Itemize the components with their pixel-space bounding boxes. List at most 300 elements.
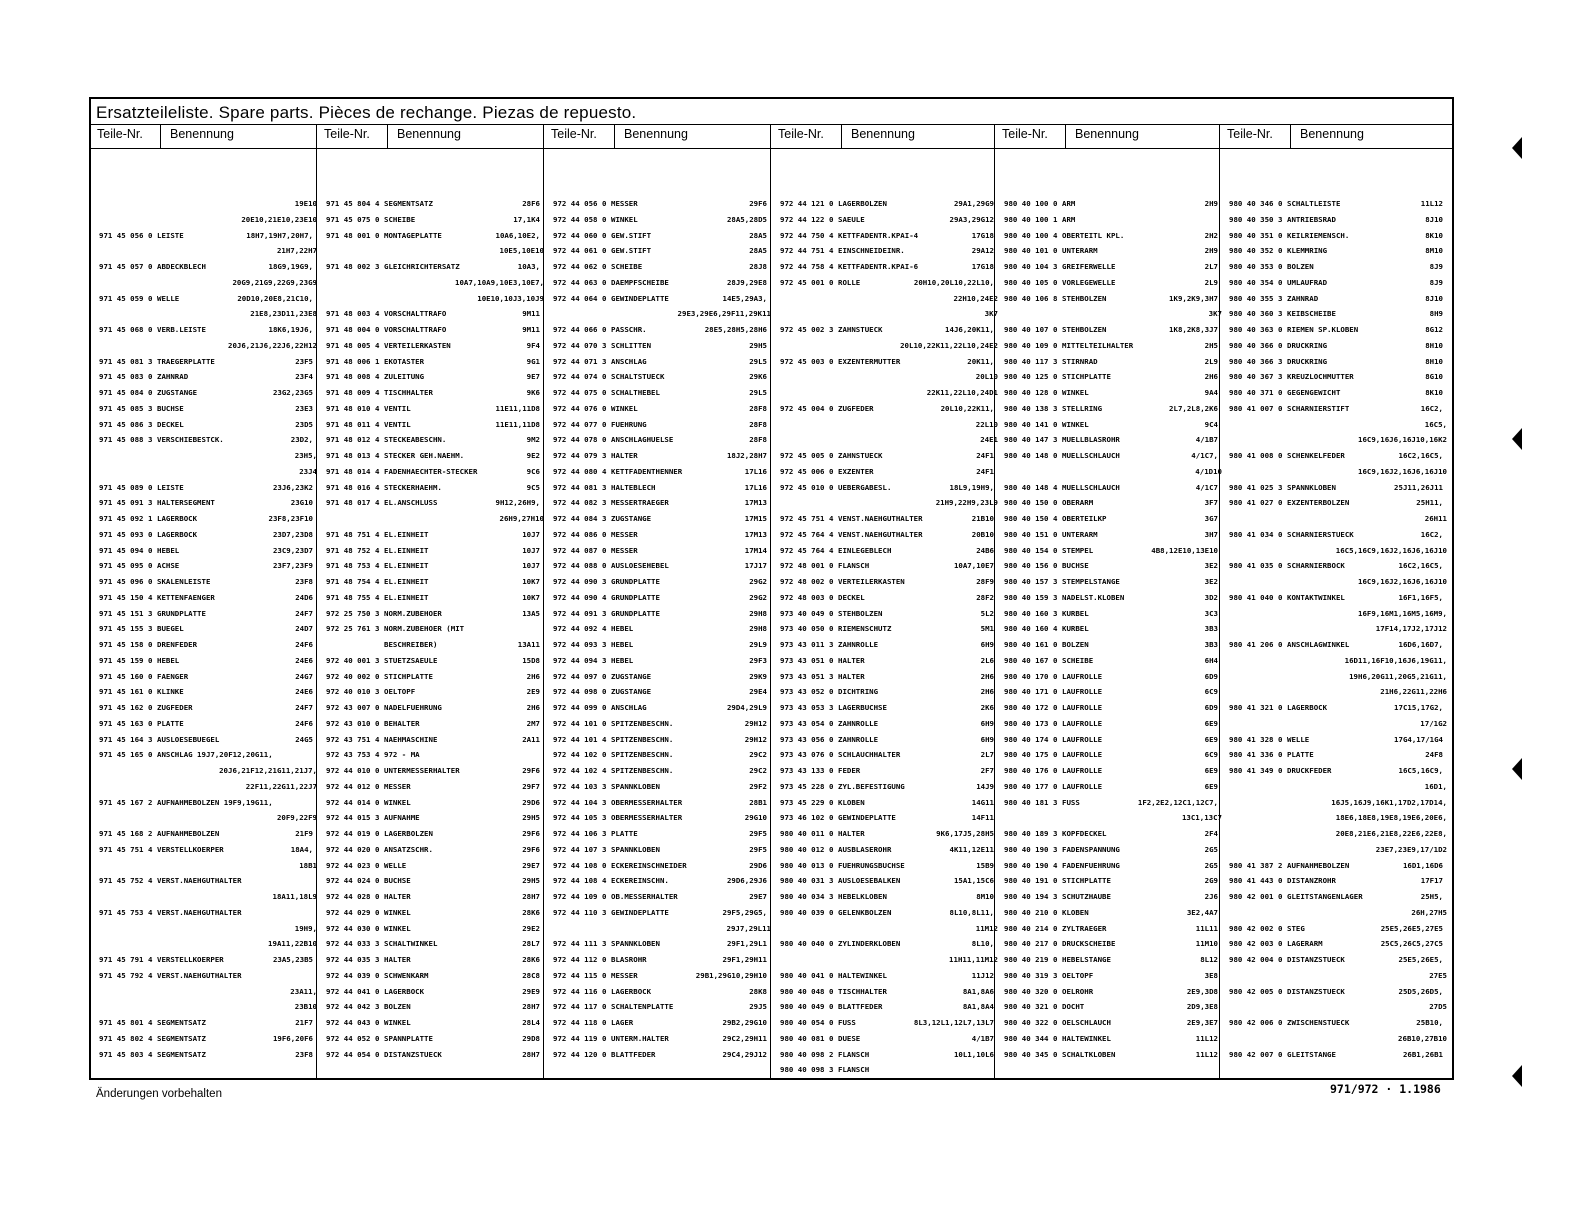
part-number: 971 45 801 4 — [99, 1018, 153, 1027]
part-name: HEBEL — [611, 655, 634, 665]
part-number: 972 44 102 4 — [553, 766, 607, 775]
part-name: ANSCHLAG — [611, 356, 647, 366]
part-name: GLEICHRICHTERSATZ — [384, 262, 460, 271]
part-number: 971 45 075 0 — [326, 214, 380, 224]
table-row — [1229, 952, 1443, 968]
table-row — [99, 999, 317, 1015]
table-row — [326, 243, 544, 259]
part-name: GEW.STIFT — [611, 230, 652, 240]
figure-reference: 29G2 — [749, 592, 767, 602]
part-number: 980 40 012 0 — [780, 844, 834, 854]
figure-reference: 17M13 — [744, 498, 767, 508]
part-number: 980 42 007 0 — [1229, 1049, 1283, 1059]
table-row — [326, 653, 540, 669]
part-name: SCHEIBE — [611, 262, 643, 271]
table-row — [1004, 558, 1218, 574]
parts-column — [780, 196, 998, 1078]
part-number: 972 44 087 0 — [553, 545, 607, 555]
table-row — [1004, 275, 1218, 291]
part-name: EL.EINHEIT — [384, 561, 429, 571]
table-row — [1229, 590, 1443, 606]
part-number: 972 25 750 3 — [326, 608, 380, 618]
header-part-no: Teile-Nr. — [97, 127, 143, 141]
figure-reference: 3E8 — [1204, 970, 1218, 980]
figure-reference: 15B9 — [976, 860, 994, 870]
table-row — [99, 842, 313, 858]
table-row — [553, 637, 767, 653]
part-number: 971 48 014 4 — [326, 466, 380, 476]
figure-reference: 21H9,22H9,23L9 — [935, 498, 998, 508]
part-name: GEWINDEPLATTE — [611, 907, 669, 917]
part-name: NADELFUEHRUNG — [384, 703, 442, 712]
part-name: MUELLBLASROHR — [1062, 435, 1120, 445]
table-row — [99, 417, 313, 433]
figure-reference: 2G9 — [1204, 876, 1218, 886]
figure-reference: 20D10,20E8,21C10, — [237, 293, 313, 303]
part-number: 972 44 043 0 — [326, 1018, 380, 1027]
table-row — [99, 984, 317, 1000]
figure-reference: 14J6,20K11, — [945, 325, 994, 334]
table-row — [326, 826, 540, 842]
binding-mark-icon — [1512, 428, 1522, 450]
part-name: KLOBEN — [1062, 907, 1089, 917]
figure-reference: 28J8 — [749, 262, 767, 271]
figure-reference: 3E2,4A7 — [1186, 907, 1218, 917]
part-number: 971 48 002 3 — [326, 262, 380, 271]
part-name: STECKER GEH.NAEHM. — [384, 451, 465, 460]
table-row — [1004, 574, 1218, 590]
table-row — [326, 322, 540, 338]
part-name: FADENFUEHRUNG — [1062, 860, 1120, 870]
table-row — [553, 385, 767, 401]
part-number: 972 44 079 3 — [553, 451, 607, 460]
part-name: VERSTELLKOERPER — [157, 844, 224, 854]
part-number: 971 45 086 3 — [99, 419, 153, 429]
part-number: 972 45 751 4 — [780, 514, 834, 523]
table-row — [1004, 795, 1218, 811]
table-row — [326, 936, 540, 952]
table-row — [1004, 952, 1218, 968]
part-name: DISTANZSTUECK — [1287, 955, 1345, 964]
part-name: STEMPEL — [1062, 545, 1094, 555]
figure-reference: 22H10,24E2 — [953, 293, 998, 303]
part-name: DISTANZSTUECK — [384, 1049, 442, 1059]
part-number: 972 44 105 3 — [553, 813, 607, 823]
part-name: DICHTRING — [838, 687, 879, 697]
part-number: 972 44 033 3 — [326, 939, 380, 949]
figure-reference: 8K10 — [1425, 230, 1443, 240]
figure-reference: 28E5,28H5,28H6 — [704, 325, 767, 334]
part-name: WELLE — [384, 860, 407, 870]
figure-reference: 13A5 — [522, 608, 540, 618]
table-row — [99, 873, 313, 889]
part-name: EL.EINHEIT — [384, 529, 429, 539]
part-name: EL.EINHEIT — [384, 577, 429, 586]
part-number: 980 40 117 3 — [1004, 356, 1058, 366]
header-name: Benennung — [170, 127, 234, 141]
table-row — [780, 700, 994, 716]
part-name: DOCHT — [1062, 1002, 1085, 1012]
part-name: ECKEREINSCHN. — [611, 876, 669, 886]
part-number: 972 44 086 0 — [553, 529, 607, 539]
part-number: 971 45 792 4 — [99, 970, 153, 980]
table-row — [780, 858, 994, 874]
part-name: STICHPLATTE — [1062, 372, 1111, 382]
part-name: KETTFADENTR.KPAI-6 — [838, 262, 919, 271]
part-number: 971 45 056 0 — [99, 230, 153, 240]
figure-reference: 10J7 — [522, 561, 540, 571]
part-number: 980 41 328 0 — [1229, 734, 1283, 744]
table-row — [1004, 464, 1222, 480]
table-row — [99, 606, 313, 622]
part-name: SCHLITTEN — [611, 340, 652, 350]
figure-reference: 17C15,17G2, — [1394, 703, 1443, 712]
part-number: 972 44 112 0 — [553, 955, 607, 964]
part-name: LAGERBOCK — [157, 514, 198, 523]
part-name: DRUCKRING — [1287, 340, 1328, 350]
part-name: AUSLOESEBALKEN — [838, 876, 901, 886]
figure-reference: 16F1,16F5, — [1398, 592, 1443, 602]
table-row — [326, 417, 540, 433]
table-row — [780, 385, 998, 401]
figure-reference — [309, 747, 313, 763]
figure-reference: 25B10, — [1416, 1018, 1443, 1027]
part-name: MESSER — [611, 529, 638, 539]
figure-reference: 8H10 — [1425, 356, 1443, 366]
table-row — [1004, 338, 1218, 354]
table-row — [326, 921, 540, 937]
figure-reference: 29D6,29J6 — [726, 876, 767, 886]
part-name: AUFNAHMEBOLZEN — [1287, 860, 1350, 870]
figure-reference: 18H7,19H7,20H7, — [246, 230, 313, 240]
figure-reference: 2E9,3E7 — [1186, 1018, 1218, 1027]
part-name: DRUCKFEDER — [1287, 766, 1332, 775]
part-number: 972 44 075 0 — [553, 388, 607, 397]
table-row — [99, 259, 313, 275]
binding-mark-icon — [1512, 758, 1522, 780]
figure-reference: 2L6 — [980, 655, 994, 665]
part-number: 980 40 150 0 — [1004, 498, 1058, 508]
part-name: OBERTEILKP — [1062, 514, 1107, 523]
figure-reference: 24D6 — [295, 592, 313, 602]
table-row — [1004, 385, 1218, 401]
table-row — [326, 747, 540, 763]
figure-reference: 23F8,23F10 — [268, 514, 313, 523]
part-name: NORM.ZUBEHOER (MIT — [384, 624, 465, 634]
part-number: 972 43 751 4 — [326, 734, 380, 744]
part-number: 980 40 013 0 — [780, 860, 834, 870]
table-row — [780, 1047, 994, 1063]
part-number: 971 48 008 4 — [326, 372, 380, 382]
part-number: 980 40 100 0 — [1004, 199, 1058, 208]
figure-reference: 26B1,26B1 — [1402, 1049, 1443, 1059]
figure-reference: 21F7 — [295, 1018, 313, 1027]
figure-reference: 29H12 — [744, 734, 767, 744]
figure-reference: 10K7 — [522, 592, 540, 602]
figure-reference: 2H9 — [1204, 199, 1218, 208]
part-number: 980 40 319 3 — [1004, 970, 1058, 980]
part-number: 980 40 350 3 — [1229, 214, 1283, 224]
part-number: 973 43 011 3 — [780, 640, 834, 649]
table-row — [1004, 448, 1218, 464]
figure-reference: 9E2 — [526, 451, 540, 460]
figure-reference: 2L9 — [1204, 356, 1218, 366]
figure-reference: 2K6 — [980, 703, 994, 712]
table-row — [326, 732, 540, 748]
figure-reference: 23D7,23D8 — [272, 529, 313, 539]
part-number: 980 41 025 3 — [1229, 482, 1283, 492]
part-number: 972 43 007 0 — [326, 703, 380, 712]
header-name: Benennung — [1300, 127, 1364, 141]
table-row — [326, 700, 540, 716]
table-row — [326, 558, 540, 574]
part-name: OELSCHLAUCH — [1062, 1018, 1111, 1027]
figure-reference: 23E7,23E9,17/1D2 — [1375, 844, 1447, 854]
table-row — [99, 779, 317, 795]
table-row — [1229, 968, 1447, 984]
header-subdivider — [614, 124, 615, 148]
part-name: SCHEIBE — [1062, 655, 1094, 665]
table-row — [780, 716, 994, 732]
part-name: LAUFROLLE — [1062, 687, 1103, 697]
table-row — [553, 369, 767, 385]
part-name: TRAEGERPLATTE — [157, 356, 215, 366]
table-row — [326, 873, 540, 889]
part-name: KLINKE — [157, 687, 184, 697]
figure-reference: 29F3 — [749, 655, 767, 665]
figure-reference: 29H5 — [522, 813, 540, 823]
part-number: 972 45 006 0 — [780, 466, 834, 476]
figure-reference: 8M10 — [1425, 246, 1443, 256]
table-row — [99, 495, 313, 511]
table-row — [1004, 196, 1218, 212]
table-row — [780, 448, 994, 464]
figure-reference: 2L7 — [1204, 262, 1218, 271]
part-number: 972 44 074 0 — [553, 372, 607, 382]
part-number: 973 46 102 0 — [780, 813, 834, 823]
part-number: 972 45 004 0 — [780, 403, 834, 413]
table-row — [553, 621, 767, 637]
figure-reference: 10K7 — [522, 577, 540, 586]
table-row — [1004, 637, 1218, 653]
figure-reference: 9M11 — [522, 309, 540, 319]
table-row — [1004, 653, 1218, 669]
figure-reference: 11L11 — [1195, 923, 1218, 933]
figure-reference: 1K8,2K8,3J7 — [1169, 325, 1218, 334]
table-row — [326, 196, 540, 212]
figure-reference — [309, 905, 313, 921]
figure-reference: 28F2 — [976, 592, 994, 602]
part-name: HALTEBLECH — [611, 482, 656, 492]
table-row — [326, 574, 540, 590]
part-number: 980 41 206 0 — [1229, 640, 1283, 649]
table-row — [99, 527, 313, 543]
part-number: 972 44 077 0 — [553, 419, 607, 429]
table-row — [553, 527, 767, 543]
part-number: 980 40 098 2 — [780, 1049, 834, 1059]
table-row — [1229, 527, 1443, 543]
part-number: 980 40 100 1 — [1004, 214, 1058, 224]
part-number: 972 44 029 0 — [326, 907, 380, 917]
part-name: AUFNAHME — [384, 813, 420, 823]
part-name: PASSCHR. — [611, 325, 647, 334]
figure-reference: 29F5 — [749, 844, 767, 854]
table-row — [1004, 858, 1218, 874]
table-row — [553, 826, 767, 842]
figure-reference: 19F6,20F6 — [272, 1033, 313, 1043]
part-name: SCHALTLEISTE — [1287, 199, 1341, 208]
table-row — [780, 653, 994, 669]
part-number: 980 40 191 0 — [1004, 876, 1058, 886]
figure-reference: 22K11,22L10,24D1 — [926, 388, 998, 397]
part-name: SCHARNIERSTUECK — [1287, 529, 1354, 539]
part-name: EXZENTERMUTTER — [838, 356, 901, 366]
part-name: SPITZENBESCHN. — [611, 734, 674, 744]
header-name: Benennung — [1075, 127, 1139, 141]
table-row — [99, 826, 313, 842]
part-name: DISTANZROHR — [1287, 876, 1336, 886]
part-number: 971 48 754 4 — [326, 577, 380, 586]
table-row — [99, 448, 317, 464]
table-row — [326, 527, 540, 543]
part-number: 980 40 321 0 — [1004, 1002, 1058, 1012]
table-row — [1229, 763, 1443, 779]
figure-reference: 2A11 — [522, 734, 540, 744]
table-row — [99, 669, 313, 685]
part-number: 980 42 002 0 — [1229, 923, 1283, 933]
figure-reference: 28C8 — [522, 970, 540, 980]
figure-reference: 21E8,23D11,23E8 — [250, 309, 317, 319]
part-number: 980 41 443 0 — [1229, 876, 1283, 886]
table-row — [780, 243, 994, 259]
figure-reference: 4/1C7 — [1195, 482, 1218, 492]
part-name: VENTIL — [384, 419, 411, 429]
part-number: 980 40 363 0 — [1229, 325, 1283, 334]
part-name: VERST.NAEHGUTHALTER — [157, 876, 242, 886]
figure-reference: 8K10 — [1425, 388, 1443, 397]
figure-reference: 24E6 — [295, 687, 313, 697]
part-number: 971 45 091 3 — [99, 498, 153, 508]
table-row — [1229, 700, 1443, 716]
table-row — [553, 732, 767, 748]
page-title: Ersatzteileliste. Spare parts. Pièces de rechange. Piezas de repuesto. — [96, 103, 637, 122]
part-number: 972 44 090 4 — [553, 592, 607, 602]
figure-reference: 18B1 — [299, 860, 317, 870]
part-number: 973 43 051 0 — [780, 655, 834, 665]
part-name: BESCHREIBER) — [384, 640, 438, 649]
part-name: KLOBEN — [838, 797, 865, 807]
part-name: OELROHR — [1062, 986, 1094, 996]
part-number: 972 45 005 0 — [780, 451, 834, 460]
figure-reference: 26H11 — [1424, 514, 1447, 523]
part-name: GRUNDPLATTE — [611, 577, 660, 586]
table-row — [99, 275, 317, 291]
part-number — [326, 637, 384, 653]
figure-reference: 25H11, — [1416, 498, 1443, 508]
part-number: 971 45 155 3 — [99, 624, 153, 634]
figure-reference — [536, 621, 540, 637]
table-row — [553, 322, 767, 338]
table-row — [1004, 228, 1218, 244]
header-subdivider — [160, 124, 161, 148]
table-row — [780, 369, 998, 385]
figure-reference: 3D2 — [1204, 592, 1218, 602]
figure-reference: 28F6 — [522, 199, 540, 208]
figure-reference: 17,1K4 — [513, 214, 540, 224]
part-number: 972 44 063 0 — [553, 277, 607, 287]
part-number: 972 44 091 3 — [553, 608, 607, 618]
figure-reference: 10E10,10J3,10J9 — [477, 293, 544, 303]
part-number: 980 40 054 0 — [780, 1018, 834, 1027]
part-number: 980 40 081 0 — [780, 1033, 834, 1043]
table-row — [780, 417, 998, 433]
table-row — [780, 984, 994, 1000]
part-name: UEBERGABESL. — [838, 482, 892, 492]
figure-reference: 29D6 — [522, 797, 540, 807]
table-row — [326, 779, 540, 795]
part-name: HALTERSEGMENT — [157, 498, 215, 508]
table-row — [553, 936, 767, 952]
table-row — [1229, 1015, 1443, 1031]
part-name: SCHALTKLOBEN — [1062, 1049, 1116, 1059]
table-row — [1004, 291, 1218, 307]
part-name: LAUFROLLE — [1062, 750, 1103, 760]
part-number: 972 48 003 0 — [780, 592, 834, 602]
figure-reference: 3C3 — [1204, 608, 1218, 618]
figure-reference: 28F9 — [976, 577, 994, 586]
part-name: PLATTE — [611, 829, 638, 838]
part-number: 980 40 190 4 — [1004, 860, 1058, 870]
part-name: FADENSPANNUNG — [1062, 844, 1120, 854]
part-name: LAGERBOCK — [611, 986, 652, 996]
figure-reference: 21H7,22H7 — [276, 246, 317, 256]
figure-reference: 16F9,16M1,16M5,16M9, — [1358, 608, 1447, 618]
figure-reference: 29H8 — [749, 624, 767, 634]
figure-reference: 19A11,22B10 — [268, 939, 317, 949]
part-name: KOPFDECKEL — [1062, 829, 1107, 838]
part-name: DUESE — [838, 1033, 861, 1043]
part-number: 971 48 005 4 — [326, 340, 380, 350]
table-row — [553, 842, 767, 858]
part-name: ARM — [1062, 199, 1076, 208]
table-row — [326, 621, 540, 637]
figure-reference: 20E10,21E10,23E10 — [241, 214, 317, 224]
part-number: 971 45 081 3 — [99, 356, 153, 366]
table-row — [1229, 936, 1443, 952]
figure-reference: 6C9 — [1204, 687, 1218, 697]
part-number: 980 40 177 0 — [1004, 781, 1058, 791]
figure-reference: 16C9,16J2,16J6,16J10 — [1358, 577, 1447, 586]
table-row — [1004, 212, 1218, 228]
table-row — [1229, 1031, 1447, 1047]
figure-reference: 28A5 — [749, 230, 767, 240]
table-row — [1229, 196, 1443, 212]
figure-reference: 23J6,23K2 — [272, 482, 313, 492]
part-number: 980 40 098 3 — [780, 1065, 834, 1075]
part-number: 972 44 101 4 — [553, 734, 607, 744]
figure-reference: 19H9, — [294, 923, 317, 933]
part-number: 971 48 003 4 — [326, 309, 380, 319]
figure-reference: 16C5,16C9,16J2,16J6,16J10 — [1335, 545, 1447, 555]
table-row — [553, 1047, 767, 1063]
figure-reference: 11L12 — [1420, 199, 1443, 208]
figure-reference: 6C9 — [1204, 750, 1218, 760]
part-name: LAGER — [611, 1018, 634, 1027]
header-divider — [89, 148, 1454, 149]
figure-reference: 9G1 — [526, 356, 540, 366]
figure-reference: 5M1 — [980, 624, 994, 634]
table-row — [99, 795, 313, 811]
